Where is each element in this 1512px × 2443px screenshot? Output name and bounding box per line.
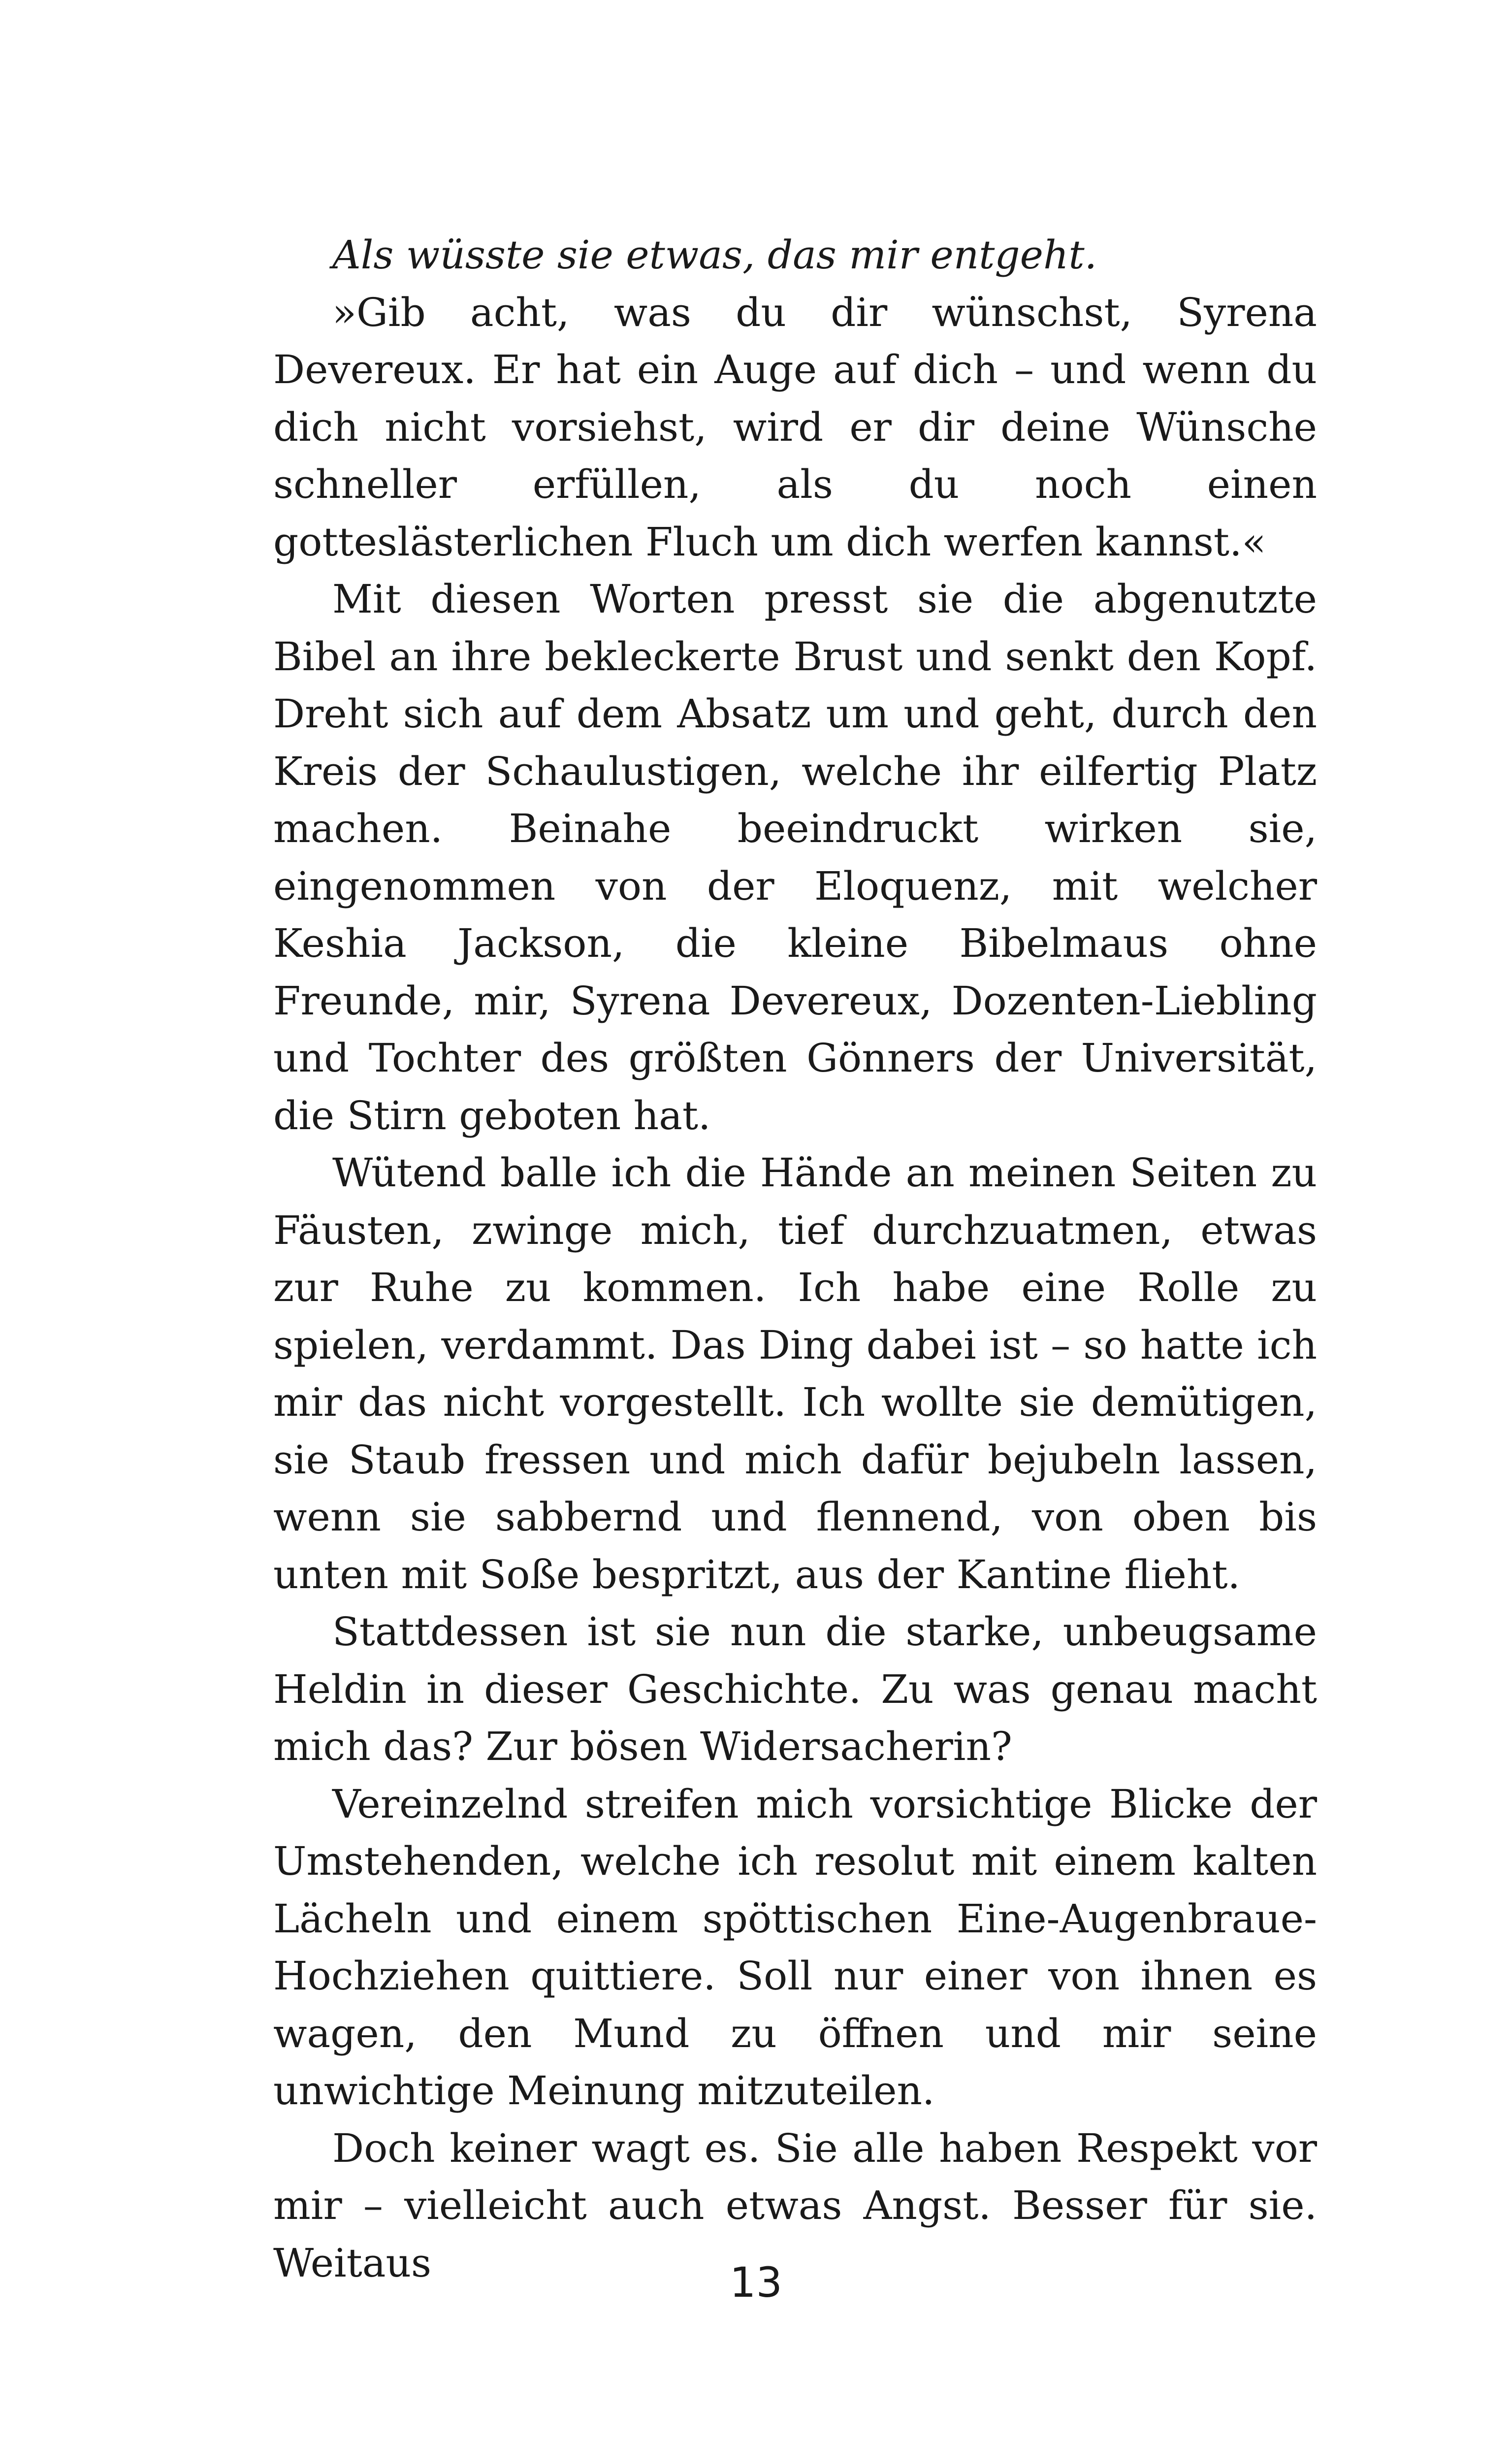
- paragraph-7: Doch keiner wagt es. Sie alle haben Respekt vor mir – vielleicht auch etwas Angst. Besser für sie. Weitaus: [273, 2125, 1317, 2286]
- page-number: 13: [730, 2258, 782, 2307]
- paragraph-3: Mit diesen Worten presst sie die abgenutzte Bibel an ihre bekleckerte Brust und senkt den Kopf. Dreht sich auf dem Absatz um und geht, durch den Kreis der Schaulustigen, welche ihr eilfertig Platz machen. Beinahe beeindruckt wirken sie, eingenommen von der Eloquenz, mit welcher Keshia Jackson, die kleine Bibelmaus ohne Freunde, mir, Syrena Devereux, Dozenten-Liebling und Tochter des größten Gönners der Universität, die Stirn geboten hat.: [273, 576, 1317, 1139]
- paragraph-2: »Gib acht, was du dir wünschst, Syrena Devereux. Er hat ein Auge auf dich – und wenn du dich nicht vorsiehst, wird er dir deine Wünsche schneller erfüllen, als du noch einen gotteslästerlichen Fluch um dich werfen kannst.«: [273, 289, 1317, 565]
- paragraph-5: Stattdessen ist sie nun die starke, unbeugsame Heldin in dieser Geschichte. Zu was genau macht mich das? Zur bösen Widersacherin?: [273, 1609, 1317, 1769]
- paragraph-6: Vereinzelnd streifen mich vorsichtige Blicke der Umstehenden, welche ich resolut mit einem kalten Lächeln und einem spöttischen Eine-Augenbraue-Hochziehen quittiere. Soll nur einer von ihnen es wagen, den Mund zu öffnen und mir seine unwichtige Meinung mitzuteilen.: [273, 1781, 1317, 2114]
- paragraph-1: Als wüsste sie etwas, das mir entgeht.: [332, 232, 1097, 278]
- paragraph-4: Wütend balle ich die Hände an meinen Seiten zu Fäusten, zwinge mich, tief durchzuatmen, etwas zur Ruhe zu kommen. Ich habe eine Rolle zu spielen, verdammt. Das Ding dabei ist – so hatte ich mir das nicht vorgestellt. Ich wollte sie demütigen, sie Staub fressen und mich dafür bejubeln lassen, wenn sie sabbernd und flennend, von oben bis unten mit Soße bespritzt, aus der Kantine flieht.: [273, 1150, 1317, 1597]
- body-text: [273, 227, 1317, 2292]
